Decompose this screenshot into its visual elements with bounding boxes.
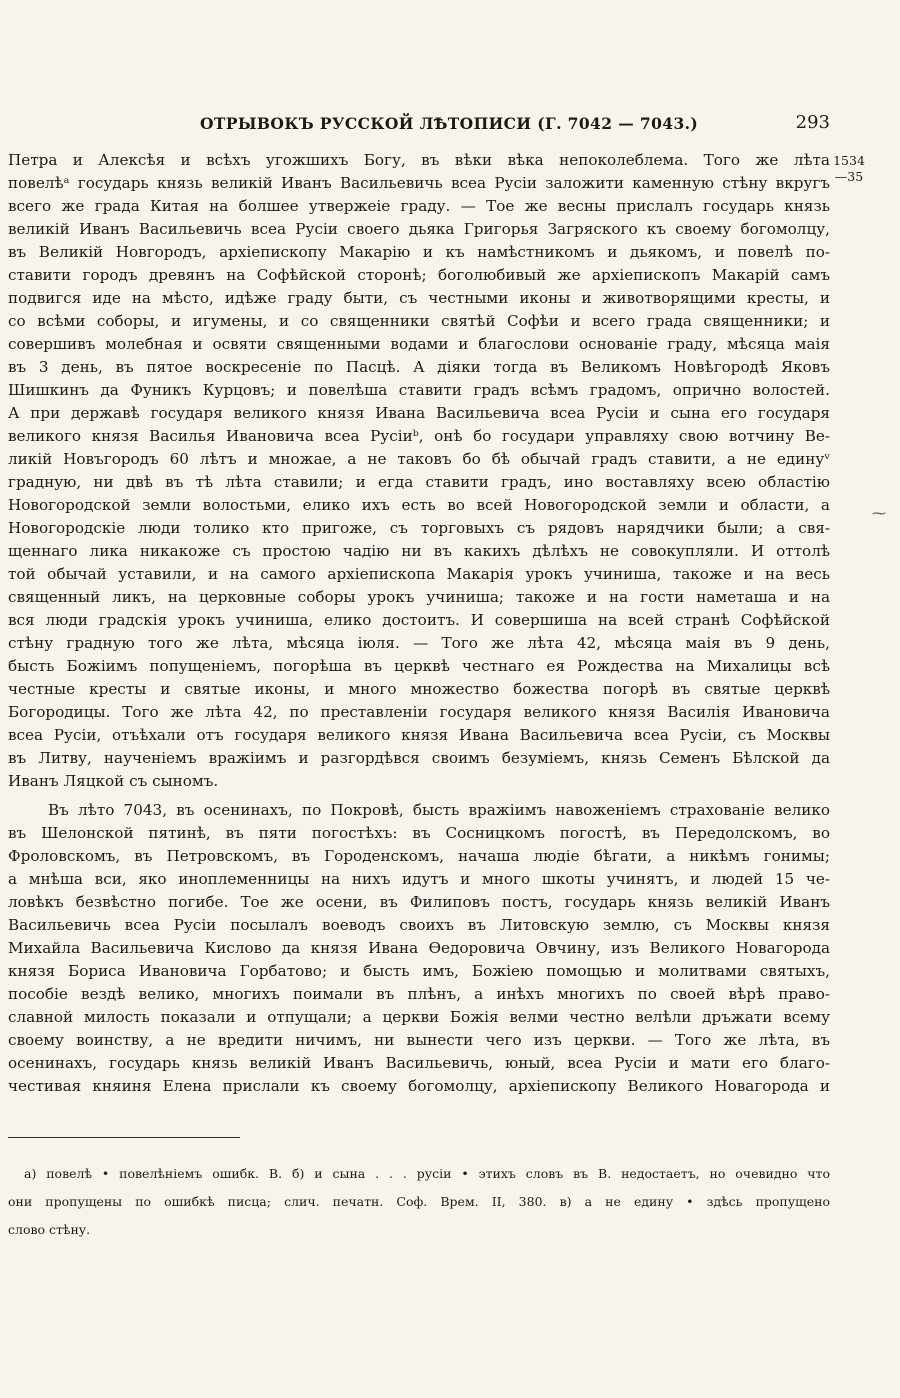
text-line: Новогородской земли волостьми, елико ихъ есть во всей Новогородской земли и области, а <box>8 496 830 514</box>
footnote-line: слово стѣну. <box>8 1222 91 1237</box>
text-line: честные кресты и святые иконы, и много множество божества погорѣ въ святые церквѣ <box>8 680 830 698</box>
footnote-line: а) повелѣ • повелѣніемъ ошибк. В. б) и сына . . . русіи • этихъ словъ въ В. недостаетъ, но очевидно что <box>24 1166 830 1181</box>
footnote-divider <box>8 1137 240 1138</box>
text-line: Шишкинъ да Фуникъ Курцовъ; и повелѣша ставити градъ всѣмъ градомъ, опрично волостей. <box>8 381 830 399</box>
margin-year-top: 1534 <box>833 153 865 168</box>
text-line: въ Великій Новгородъ, архіепископу Макарію и къ намѣстникомъ и дьякомъ, и повелѣ по- <box>8 243 830 261</box>
margin-year-note <box>830 153 868 185</box>
text-line: князя Бориса Ивановича Горбатово; и бысть имъ, Божіею помощью и молитвами святыхъ, <box>8 962 830 980</box>
text-line: великій Иванъ Васильевичь всеа Русіи своего дьяка Григорья Загряского къ своему богомолцу, <box>8 220 830 238</box>
text-line: щеннаго лика никакоже съ простою чадію ни въ какихъ дѣлѣхъ не совокупляли. И оттолѣ <box>8 542 830 560</box>
text-line: всеа Русіи, отъѣхали отъ государя великого князя Ивана Васильевича всеа Русіи, съ Москвы <box>8 726 830 744</box>
text-line: повелѣᵃ государь князь великій Иванъ Васильевичь всеа Русіи заложити каменную стѣну вкругъ <box>8 174 830 192</box>
text-line: Новогородскіе люди толико кто пригоже, съ торговыхъ съ рядовъ нарядчики были; а свя- <box>8 519 830 537</box>
footnotes <box>8 1160 830 1244</box>
text-line: ловѣкъ безвѣстно погибе. Тое же осени, въ Филиповъ постъ, государь князь великій Иванъ <box>8 893 830 911</box>
running-title: ОТРЫВОКЪ РУССКОЙ ЛѢТОПИСИ (Г. 7042 — 7043.) <box>200 114 699 133</box>
text-line: въ Литву, наученіемъ вражіимъ и разгордѣвся своимъ безуміемъ, князь Семенъ Бѣлской да <box>8 749 830 767</box>
text-line: Петра и Алексѣя и всѣхъ угожшихъ Богу, въ вѣки вѣка непоколеблема. Того же лѣта <box>8 151 830 169</box>
text-line: Иванъ Ляцкой съ сыномъ. <box>8 772 219 790</box>
text-line: со всѣми соборы, и игумены, и со священники святѣй Софѣи и всего града священники; и <box>8 312 830 330</box>
body-text <box>8 149 830 1098</box>
text-line: своему воинству, а не вредити ничимъ, ни вынести чего изъ церкви. — Того же лѣта, въ <box>8 1031 830 1049</box>
text-line: стѣну градную того же лѣта, мѣсяца іюля. — Того же лѣта 42, мѣсяца маія въ 9 день, <box>8 634 830 652</box>
footnote-line: они пропущены по ошибкѣ писца; слич. печатн. Соф. Врем. II, 380. в) а не едину • здѣсь пропущено <box>8 1194 830 1209</box>
text-line: всего же града Китая на болшее утвержеіе граду. — Тое же весны прислалъ государь князь <box>8 197 830 215</box>
margin-year-bottom: —35 <box>834 169 864 184</box>
text-line: той обычай уставили, и на самого архіепископа Макарія урокъ учиниша, такоже и на весь <box>8 565 830 583</box>
text-line: пособіе вездѣ велико, многихъ поимали въ плѣнъ, а инѣхъ многихъ по своей вѣрѣ право- <box>8 985 830 1003</box>
text-line: совершивъ молебная и освяти священными водами и благослови основаніе граду, мѣсяца маія <box>8 335 830 353</box>
text-line: великого князя Василья Ивановича всеа Русіиᵇ, онѣ бо государи управляху свою вотчину Ве- <box>8 427 830 445</box>
text-line: подвигся иде на мѣсто, идѣже граду быти, съ честными иконы и животворящими кресты, и <box>8 289 830 307</box>
text-line: Михайла Васильевича Кислово да князя Ивана Ѳедоровича Овчину, изъ Великого Новагорода <box>8 939 830 957</box>
text-line: осенинахъ, государь князь великій Иванъ Васильевичь, юный, всеа Русіи и мати его благо- <box>8 1054 830 1072</box>
text-line: Фроловскомъ, въ Петровскомъ, въ Городенскомъ, начаша людіе бѣгати, а никѣмъ гонимы; <box>8 847 830 865</box>
text-line: бысть Божіимъ попущеніемъ, погорѣша въ церквѣ честнаго ея Рождества на Михалицы всѣ <box>8 657 830 675</box>
text-line: а мнѣша вси, яко иноплеменницы на нихъ идутъ и много шкоты учинятъ, и людей 15 че- <box>8 870 830 888</box>
text-line: Васильевичь всеа Русіи посылалъ воеводъ своихъ въ Литовскую землю, съ Москвы князя <box>8 916 830 934</box>
text-line: градную, ни двѣ въ тѣ лѣта ставили; и егда ставити градъ, ино воставляху всею областію <box>8 473 830 491</box>
text-line: въ 3 день, въ пятое воскресеніе по Пасцѣ. А діяки тогда въ Великомъ Новѣгородѣ Яковъ <box>8 358 830 376</box>
text-line: Богородицы. Того же лѣта 42, по преставленіи государя великого князя Василія Ивановича <box>8 703 830 721</box>
paragraph-start-line: Въ лѣто 7043, въ осенинахъ, по Покровѣ, бысть вражіимъ навоженіемъ страхованіе велико <box>48 801 830 819</box>
text-line: А при державѣ государя великого князя Ивана Васильевича всеа Русіи и сына его государя <box>8 404 830 422</box>
page-number: 293 <box>795 112 830 133</box>
margin-mark-icon: ⁓ <box>872 506 886 522</box>
text-line: ликій Новъгородъ 60 лѣтъ и множае, а не таковъ бо бѣ обычай градъ ставити, а не единуᵛ <box>8 450 830 468</box>
text-line: вся люди градскія урокъ учиниша, елико достоитъ. И совершиша на всей странѣ Софѣйской <box>8 611 830 629</box>
text-line: въ Шелонской пятинѣ, въ пяти погостѣхъ: въ Сосницкомъ погостѣ, въ Передолскомъ, во <box>8 824 830 842</box>
page-header <box>200 112 830 138</box>
text-line: священный ликъ, на церковные соборы урокъ учиниша; такоже и на гости наметаша и на <box>8 588 830 606</box>
text-line: честивая княиня Елена прислали къ своему богомолцу, архіепископу Великого Новагорода и <box>8 1077 830 1095</box>
text-line: славной милость показали и отпущали; а церкви Божія велми честно велѣли дръжати всему <box>8 1008 830 1026</box>
text-line: ставити городъ древянъ на Софѣйской сторонѣ; боголюбивый же архіепископъ Макарій самъ <box>8 266 830 284</box>
